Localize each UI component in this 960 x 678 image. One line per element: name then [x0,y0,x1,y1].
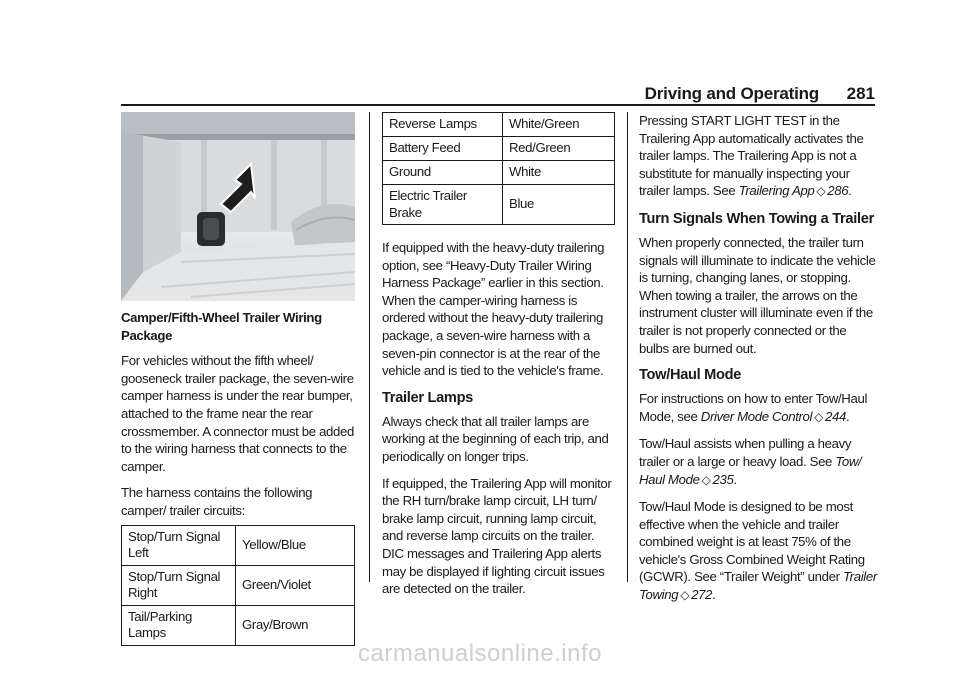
color-cell: White [503,161,615,185]
cross-reference-link[interactable]: Trailer Towing [639,569,877,603]
paragraph: Tow/Haul Mode is designed to be most effective when the vehicle and trailer combined weight is at least 75% of the vehicle's Gross Combined Weight Rating (GCWR). See “Trailer Weight” under Trailer Towing ◇ 272. [639,499,877,603]
paragraph: If equipped with the heavy-duty trailering option, see “Heavy-Duty Trailer Wiring Harness Package” earlier in this section. When the camper-wiring harness is ordered without the heavy-duty trailering package, a seven-wire harness with a seven-pin connector is at the rear of the vehicle and is tied to the vehicle's frame. [382,240,605,379]
page-ref-icon: ◇ [814,409,823,424]
column-divider-1 [369,112,370,582]
truck-bed-illustration [121,112,355,301]
table-row [383,113,615,137]
page-ref[interactable]: 244 [825,408,846,424]
color-cell: Yellow/Blue [236,525,355,565]
section-title: Driving and Operating [644,84,819,103]
color-cell: White/Green [503,113,615,137]
circuit-cell: Stop/Turn Signal Left [122,525,236,565]
color-cell: Blue [503,185,615,225]
circuit-table-1 [121,525,355,646]
circuit-cell: Stop/Turn Signal Right [122,565,236,605]
table-row [122,525,355,565]
column-2 [382,112,616,607]
section-heading: Tow/Haul Mode [639,367,742,384]
section-heading: Trailer Lamps [382,389,474,406]
circuit-cell: Tail/Parking Lamps [122,605,236,645]
page-number: 281 [846,84,875,103]
paragraph: The harness contains the following camper/ trailer circuits: [121,485,313,518]
paragraph: If equipped, the Trailering App will monitor the RH turn/brake lamp circuit, LH turn/ brake lamp circuit, running lamp circuit, and reverse lamp circuits on the trailer. DIC messages and Trailering App alerts may be displayed if lighting circuit issues are detected on the trailer. [382,475,612,597]
paragraph: Pressing START LIGHT TEST in the Trailering App automatically activates the trailer lamps. The Trailering App is not a substitute for manually inspecting your trailer lamps. See Trailering App ◇ 286. [639,113,864,199]
watermark: carmanualsonline.info [358,640,602,667]
table-row [122,565,355,605]
page-ref-icon: ◇ [680,588,690,603]
page-ref-icon: ◇ [701,472,711,487]
paragraph: Tow/Haul assists when pulling a heavy trailer or a large or heavy load. See Tow/ Haul Mode ◇ 235. [639,436,862,487]
table-row [383,137,615,161]
cross-reference-link[interactable]: Trailering App [738,183,815,199]
paragraph: Always check that all trailer lamps are working at the beginning of each trip, and periodically on longer trips. [382,413,609,464]
circuit-table-2 [382,112,615,225]
circuit-cell: Ground [383,161,503,185]
circuit-cell: Electric Trailer Brake [383,185,503,225]
paragraph: For instructions on how to enter Tow/Haul Mode, see Driver Mode Control ◇ 244. [639,391,868,424]
cross-reference-link[interactable]: Tow/ Haul Mode [639,453,862,487]
circuit-cell: Reverse Lamps [383,113,503,137]
column-divider-2 [627,112,628,582]
truck-bed-figure [121,112,355,301]
table-row [383,161,615,185]
table-row [383,185,615,225]
cross-reference-link[interactable]: Driver Mode Control [700,408,813,424]
section-heading: Turn Signals When Towing a Trailer [639,210,874,227]
page-ref-icon: ◇ [816,184,826,199]
color-cell: Gray/Brown [236,605,355,645]
header-rule [121,104,875,106]
page-ref[interactable]: 235 [712,471,734,487]
paragraph: For vehicles without the fifth wheel/ gooseneck trailer package, the seven-wire camper harness is under the rear bumper, attached to the frame near the rear crossmember. A connector must be added to the wiring harness that connects to the camper. [121,353,354,474]
page-header [121,84,875,104]
page-ref[interactable]: 286 [827,183,849,199]
column-3 [639,112,877,614]
circuit-cell: Battery Feed [383,137,503,161]
column-1 [121,112,357,646]
page-ref[interactable]: 272 [691,587,713,603]
paragraph: When properly connected, the trailer turn signals will illuminate to indicate the vehicle is turning, changing lanes, or stopping. When towing a trailer, the arrows on the instrument cluster will illuminate even if the trailer is not properly connected or the bulbs are burned out. [639,234,876,356]
color-cell: Green/Violet [236,565,355,605]
figure-caption: Camper/Fifth-Wheel Trailer Wiring Package [121,310,322,343]
color-cell: Red/Green [503,137,615,161]
